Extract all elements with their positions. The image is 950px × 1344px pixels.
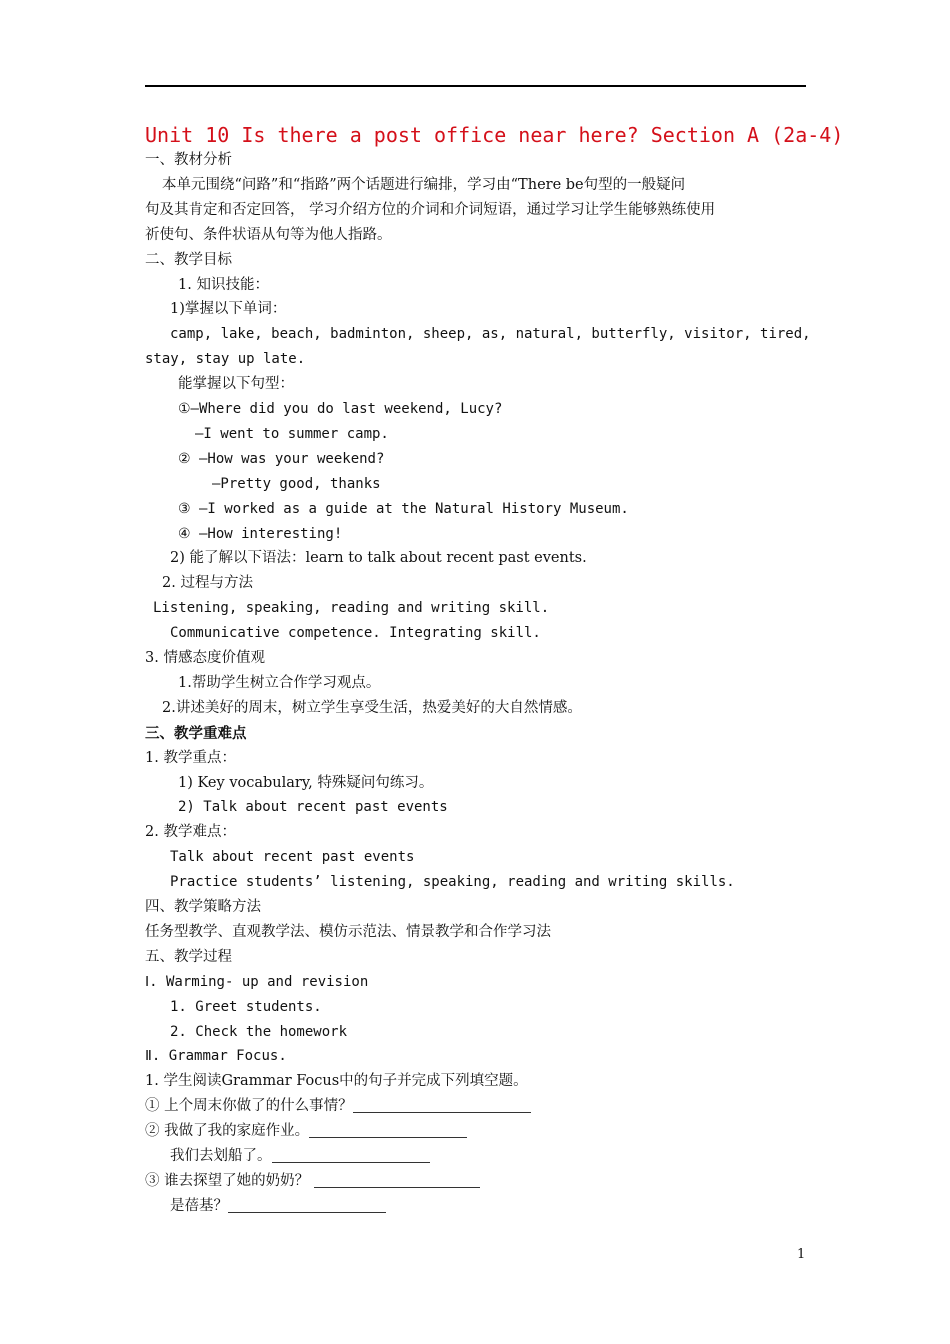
text-line <box>170 621 541 646</box>
text-line <box>153 596 549 621</box>
page-number: 1 <box>797 1247 806 1262</box>
line-text: 2.讲述美好的周末，树立学生享受生活，热爱美好的大自然情感。 <box>162 699 582 716</box>
line-text: ④ —How interesting! <box>178 525 343 542</box>
text-line <box>145 820 236 845</box>
text-line <box>145 198 715 223</box>
fill-in-blank[interactable] <box>309 1121 467 1138</box>
text-line <box>170 546 587 571</box>
text-line <box>170 322 811 347</box>
text-line <box>178 771 433 796</box>
text-line <box>145 1094 531 1119</box>
text-line <box>170 995 322 1020</box>
line-text: Communicative competence. Integrating skill. <box>170 625 541 642</box>
line-text: 三、教学重难点 <box>145 724 247 742</box>
fill-in-blank[interactable] <box>314 1171 480 1188</box>
line-text: 我们去划船了。 <box>170 1148 272 1164</box>
line-text: ③ 谁去探望了她的奶奶？ <box>145 1172 314 1189</box>
text-line <box>145 347 305 372</box>
line-text: Listening, speaking, reading and writing skill. <box>153 600 550 617</box>
text-line <box>145 970 368 995</box>
line-text: ① 上个周末你做了的什么事情？ <box>145 1098 353 1115</box>
line-text: 1. 学生阅读Grammar Focus中的句子并完成下列填空题。 <box>145 1073 528 1090</box>
line-text: 任务型教学、直观教学法、模仿示范法、情景教学和合作学习法 <box>145 923 551 940</box>
line-text: 能掌握以下句型： <box>178 376 294 393</box>
header-rule <box>145 85 806 87</box>
document-title: Unit 10 Is there a post office near here? Section A (2a-4) <box>145 123 844 147</box>
text-line <box>170 1144 430 1169</box>
line-text: 祈使句、条件状语从句等为他人指路。 <box>145 226 392 243</box>
text-line <box>145 1119 467 1144</box>
text-line <box>170 870 735 895</box>
line-text: ③ —I worked as a guide at the Natural History Museum. <box>178 500 629 517</box>
fill-in-blank[interactable] <box>272 1146 430 1163</box>
text-line <box>170 845 414 870</box>
line-text: camp, lake, beach, badminton, sheep, as, natural, butterfly, visitor, tired, <box>170 326 811 343</box>
text-line <box>170 1194 386 1219</box>
line-text: 2) 能了解以下语法：learn to talk about recent past events. <box>170 550 587 567</box>
line-text: Ⅰ. Warming- up and revision <box>145 973 369 990</box>
text-line <box>145 1169 480 1194</box>
line-text: 本单元围绕“问路”和“指路”两个话题进行编排，学习由“There be句型的一般疑问 <box>162 176 686 193</box>
text-line <box>145 223 392 248</box>
line-text: —I went to summer camp. <box>195 425 389 442</box>
fill-in-blank[interactable] <box>228 1196 386 1213</box>
text-line <box>145 248 232 273</box>
line-text: 一、教材分析 <box>145 152 232 168</box>
line-text: —Pretty good, thanks <box>212 475 381 492</box>
line-text: Practice students’ listening, speaking, reading and writing skills. <box>170 874 735 891</box>
line-text: 2. 教学难点： <box>145 824 236 841</box>
line-text: 是蓓基？ <box>170 1197 228 1214</box>
text-line <box>212 472 381 497</box>
line-text: 1)掌握以下单词： <box>170 301 287 318</box>
line-text: 3. 情感态度价值观 <box>145 650 265 666</box>
line-text: ② —How was your weekend? <box>178 450 385 467</box>
line-text: 2. Check the homework <box>170 1023 348 1040</box>
line-text: 2. 过程与方法 <box>162 575 253 592</box>
text-line <box>162 173 685 198</box>
text-line <box>145 646 265 671</box>
text-line <box>170 297 286 322</box>
text-line <box>178 372 294 397</box>
line-text: 句及其肯定和否定回答， 学习介绍方位的介词和介词短语，通过学习让学生能够熟练使用 <box>145 201 716 218</box>
line-text: ② 我做了我的家庭作业。 <box>145 1123 310 1140</box>
line-text: ①—Where did you do last weekend, Lucy? <box>178 401 503 417</box>
line-text: Talk about recent past events <box>170 849 415 866</box>
text-line <box>178 447 384 472</box>
line-text: Ⅱ. Grammar Focus. <box>145 1048 287 1065</box>
text-line <box>145 1069 528 1094</box>
text-line <box>145 920 551 945</box>
line-text: 1. 知识技能： <box>178 276 269 293</box>
text-line <box>178 522 342 547</box>
text-line <box>145 721 247 746</box>
line-text: 四、教学策略方法 <box>145 899 261 915</box>
text-line <box>195 422 389 447</box>
text-line <box>178 671 380 696</box>
text-line <box>178 497 629 522</box>
fill-in-blank[interactable] <box>353 1096 531 1113</box>
text-line <box>145 1044 287 1069</box>
line-text: 五、教学过程 <box>145 948 232 965</box>
line-text: 2) Talk about recent past events <box>178 799 448 816</box>
text-line <box>145 945 232 970</box>
line-text: 二、教学目标 <box>145 251 232 268</box>
text-line <box>162 696 582 721</box>
line-text: 1) Key vocabulary, 特殊疑问句练习。 <box>178 774 434 791</box>
text-line <box>145 746 236 771</box>
line-text: stay, stay up late. <box>145 351 306 368</box>
text-line <box>145 148 232 173</box>
text-line <box>178 397 502 422</box>
line-text: 1.帮助学生树立合作学习观点。 <box>178 674 381 691</box>
line-text: 1. Greet students. <box>170 998 322 1015</box>
text-line <box>178 795 448 820</box>
text-line <box>170 1020 347 1045</box>
text-line <box>145 895 261 920</box>
line-text: 1. 教学重点： <box>145 749 236 766</box>
text-line <box>178 273 269 298</box>
text-line <box>162 571 253 596</box>
